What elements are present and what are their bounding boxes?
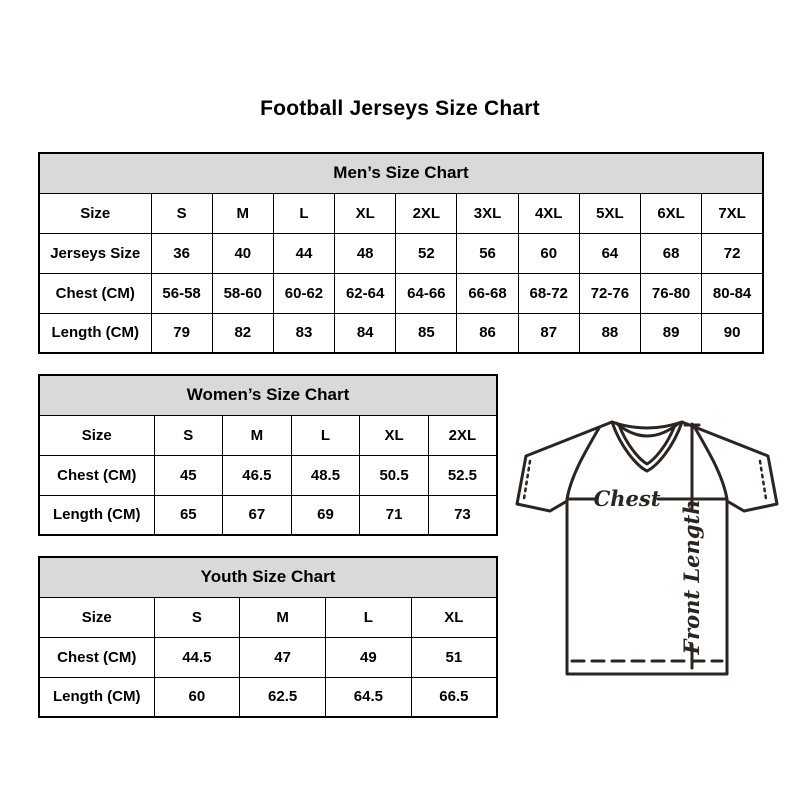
size-value: 6XL (641, 193, 702, 233)
size-value: 79 (151, 313, 212, 353)
size-value: 36 (151, 233, 212, 273)
size-value: 44 (273, 233, 334, 273)
size-value: 82 (212, 313, 273, 353)
row-label: Chest (CM) (39, 455, 154, 495)
size-value: XL (360, 415, 429, 455)
size-value: 65 (154, 495, 223, 535)
mens-table-title: Men’s Size Chart (39, 153, 763, 193)
mens-size-table (38, 152, 764, 354)
size-value: 50.5 (360, 455, 429, 495)
size-value: 83 (273, 313, 334, 353)
table-banner-row (39, 557, 497, 597)
size-value: M (240, 597, 326, 637)
table-row (39, 193, 763, 233)
size-value: 2XL (428, 415, 497, 455)
chest-label: Chest (593, 486, 661, 511)
size-value: 49 (326, 637, 412, 677)
size-value: 85 (396, 313, 457, 353)
size-value: 67 (223, 495, 292, 535)
size-value: 80-84 (702, 273, 763, 313)
size-value: 7XL (702, 193, 763, 233)
size-value: 69 (291, 495, 360, 535)
size-value: 71 (360, 495, 429, 535)
size-value: 56-58 (151, 273, 212, 313)
size-value: 40 (212, 233, 273, 273)
front-length-label: Front Length (679, 499, 704, 655)
size-value: L (291, 415, 360, 455)
row-label: Length (CM) (39, 677, 154, 717)
table-banner-row (39, 153, 763, 193)
size-value: 60-62 (273, 273, 334, 313)
size-value: 73 (428, 495, 497, 535)
jersey-outline (517, 422, 777, 674)
size-value: 47 (240, 637, 326, 677)
size-value: S (154, 597, 240, 637)
youth-size-table (38, 556, 498, 718)
size-value: 64.5 (326, 677, 412, 717)
size-value: L (273, 193, 334, 233)
row-label: Chest (CM) (39, 273, 151, 313)
size-value: M (223, 415, 292, 455)
row-label: Jerseys Size (39, 233, 151, 273)
row-label: Length (CM) (39, 495, 154, 535)
size-value: 48.5 (291, 455, 360, 495)
size-value: 48 (335, 233, 396, 273)
size-value: XL (335, 193, 396, 233)
size-value: 84 (335, 313, 396, 353)
size-value: 58-60 (212, 273, 273, 313)
size-value: 62-64 (335, 273, 396, 313)
table-row (39, 455, 497, 495)
table-row (39, 677, 497, 717)
row-label: Size (39, 193, 151, 233)
size-value: 52.5 (428, 455, 497, 495)
row-label: Chest (CM) (39, 637, 154, 677)
size-value: 64-66 (396, 273, 457, 313)
size-value: 64 (579, 233, 640, 273)
size-value: 68-72 (518, 273, 579, 313)
size-value: 89 (641, 313, 702, 353)
size-value: S (154, 415, 223, 455)
row-label: Length (CM) (39, 313, 151, 353)
size-value: S (151, 193, 212, 233)
size-value: 87 (518, 313, 579, 353)
table-row (39, 597, 497, 637)
size-value: XL (411, 597, 497, 637)
youth-table-title: Youth Size Chart (39, 557, 497, 597)
size-value: 90 (702, 313, 763, 353)
size-value: 76-80 (641, 273, 702, 313)
size-value: L (326, 597, 412, 637)
table-row (39, 637, 497, 677)
table-row (39, 233, 763, 273)
table-row (39, 415, 497, 455)
size-value: 60 (154, 677, 240, 717)
table-row (39, 273, 763, 313)
size-value: 3XL (457, 193, 518, 233)
size-value: 60 (518, 233, 579, 273)
size-value: 46.5 (223, 455, 292, 495)
table-row (39, 313, 763, 353)
size-value: 62.5 (240, 677, 326, 717)
womens-size-table (38, 374, 498, 536)
size-value: 56 (457, 233, 518, 273)
size-value: 72 (702, 233, 763, 273)
table-row (39, 495, 497, 535)
size-value: 51 (411, 637, 497, 677)
size-value: 4XL (518, 193, 579, 233)
page-title: Football Jerseys Size Chart (260, 97, 540, 120)
size-value: 5XL (579, 193, 640, 233)
row-label: Size (39, 597, 154, 637)
size-value: 66.5 (411, 677, 497, 717)
size-value: 88 (579, 313, 640, 353)
size-value: 68 (641, 233, 702, 273)
size-value: 86 (457, 313, 518, 353)
size-value: 2XL (396, 193, 457, 233)
size-value: 45 (154, 455, 223, 495)
row-label: Size (39, 415, 154, 455)
size-value: 44.5 (154, 637, 240, 677)
size-value: 72-76 (579, 273, 640, 313)
womens-table-title: Women’s Size Chart (39, 375, 497, 415)
size-value: M (212, 193, 273, 233)
table-banner-row (39, 375, 497, 415)
size-value: 52 (396, 233, 457, 273)
size-value: 66-68 (457, 273, 518, 313)
jersey-measurement-diagram (505, 410, 785, 682)
